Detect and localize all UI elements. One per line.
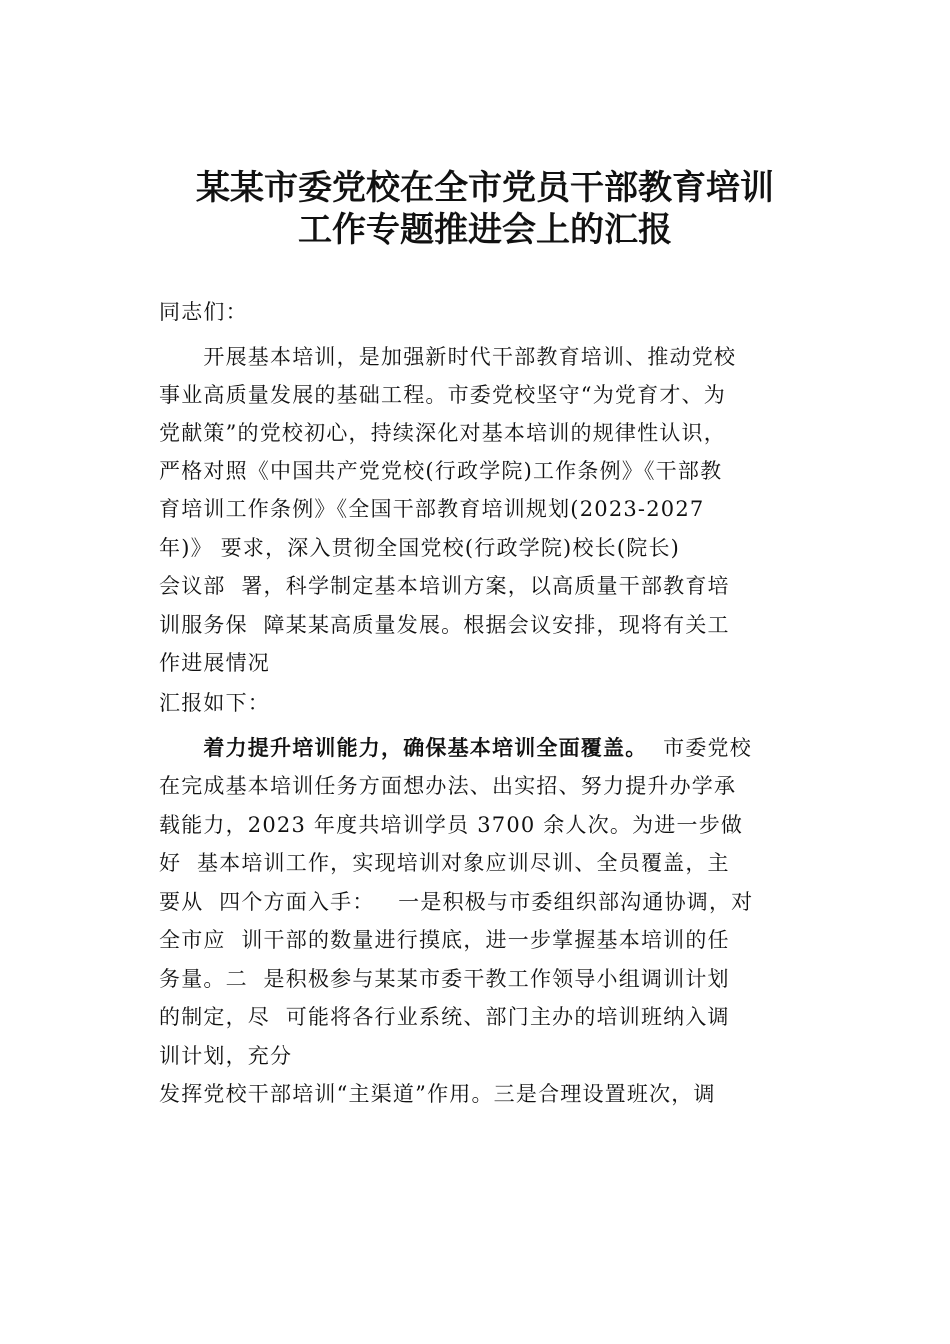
document-title-line-1: 某某市委党校在全市党员干部教育培训 xyxy=(196,168,774,208)
intro-line: 事业高质量发展的基础工程。市委党校坚守“为党育才、为 xyxy=(159,383,726,407)
intro-line: 党献策”的党校初心，持续深化对基本培训的规律性认识， xyxy=(159,421,726,445)
intro-line: 会议部 署，科学制定基本培训方案，以高质量干部教育培 xyxy=(159,574,730,598)
intro-line: 严格对照《中国共产党党校(行政学院)工作条例》《干部教 xyxy=(159,459,723,483)
intro-line: 汇报如下： xyxy=(159,691,270,715)
section-1-line: 好 基本培训工作，实现培训对象应训尽训、全员覆盖，主 xyxy=(159,851,730,875)
section-1-line: 载能力，2023 年度共培训学员 3700 余人次。为进一步做 xyxy=(159,813,744,837)
section-1-line: 要从 四个方面入手： 一是积极与市委组织部沟通协调，对 xyxy=(159,890,754,914)
section-1-line: 发挥党校干部培训“主渠道”作用。三是合理设置班次，调 xyxy=(159,1082,716,1106)
salutation: 同志们： xyxy=(159,300,248,324)
section-1-line: 的制定，尽 可能将各行业系统、部门主办的培训班纳入调 xyxy=(159,1005,730,1029)
section-1-first-line-rest: 市委党校 xyxy=(647,736,752,760)
section-1-line: 在完成基本培训任务方面想办法、出实招、努力提升办学承 xyxy=(159,774,737,798)
section-1-line: 务量。二 是积极参与某某市委干教工作领导小组调训计划 xyxy=(159,967,730,991)
section-1-first-line xyxy=(159,733,752,763)
section-1-heading: 着力提升培训能力，确保基本培训全面覆盖。 xyxy=(159,735,648,760)
section-1-line: 训计划，充分 xyxy=(159,1044,293,1068)
intro-line: 年)》 要求，深入贯彻全国党校(行政学院)校长(院长) xyxy=(159,536,681,560)
intro-line: 训服务保 障某某高质量发展。根据会议安排，现将有关工 xyxy=(159,613,730,637)
document-title-line-2: 工作专题推进会上的汇报 xyxy=(298,210,672,250)
section-1-line: 全市应 训干部的数量进行摸底，进一步掌握基本培训的任 xyxy=(159,928,730,952)
intro-line: 育培训工作条例》《全国干部教育培训规划(2023-2027 xyxy=(159,497,705,521)
intro-line: 开展基本培训，是加强新时代干部教育培训、推动党校 xyxy=(159,345,737,369)
intro-line: 作进展情况 xyxy=(159,651,270,675)
